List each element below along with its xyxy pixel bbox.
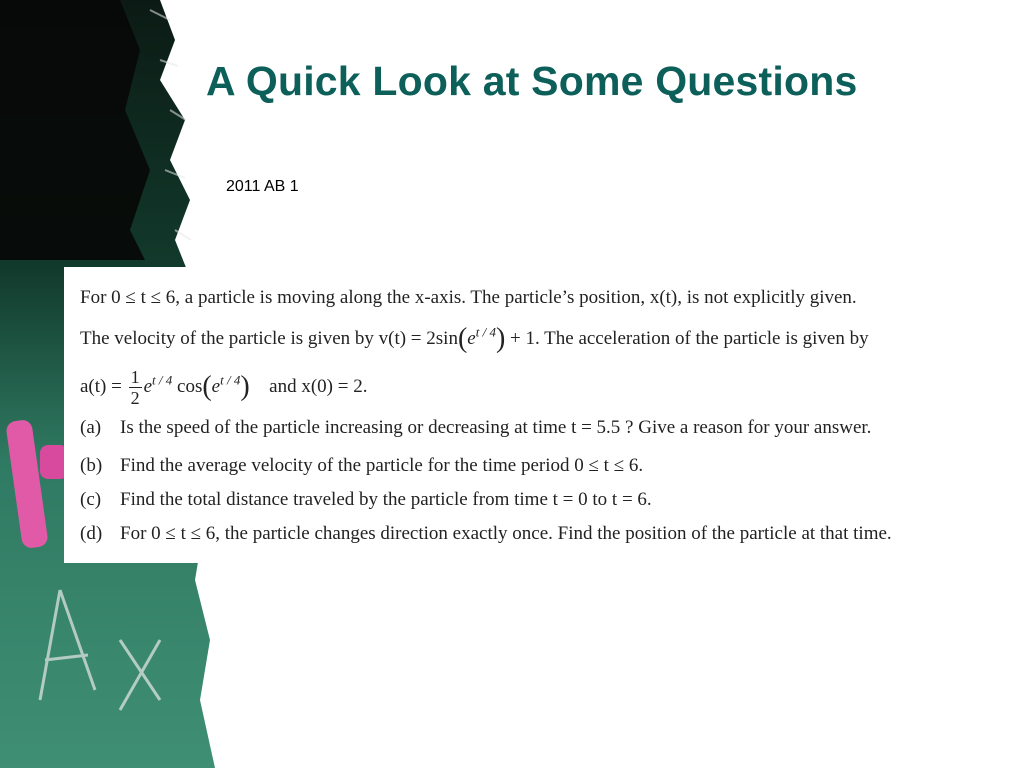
slide-title: A Quick Look at Some Questions [206, 58, 858, 104]
part-label: (a) [80, 417, 102, 438]
acceleration-exponent-2: t / 4 [220, 372, 241, 388]
fraction-one-half [129, 367, 142, 408]
close-paren: ) [495, 323, 506, 354]
velocity-text: The velocity of the particle is given by v(t) = 2sin [80, 328, 458, 349]
part-label: (b) [80, 455, 103, 476]
part-label: (c) [80, 489, 102, 510]
acceleration-exponent-1: t / 4 [152, 372, 173, 388]
acceleration-intro-text: + 1. The acceleration of the particle is given by [510, 328, 869, 349]
problem-intro-line-3 [80, 367, 367, 408]
part-text: For 0 ≤ t ≤ 6, the particle changes direction exactly once. Find the position of the particle at that time. [120, 523, 892, 544]
close-paren: ) [240, 370, 250, 402]
open-paren: ( [202, 370, 212, 402]
problem-intro-line-1: For 0 ≤ t ≤ 6, a particle is moving along the x-axis. The particle’s position, x(t), is not explicitly given. [80, 287, 857, 308]
problem-intro-line-2 [80, 323, 869, 355]
initial-condition-text: and x(0) = 2. [269, 375, 368, 397]
e-symbol: e [143, 375, 153, 397]
slide-subtitle: 2011 AB 1 [226, 178, 299, 195]
e-symbol: e [467, 328, 476, 349]
fraction-numerator: 1 [130, 367, 140, 387]
part-text: Find the average velocity of the particle for the time period 0 ≤ t ≤ 6. [120, 455, 644, 476]
part-text: Is the speed of the particle increasing or decreasing at time t = 5.5 ? Give a reason for your answer. [120, 417, 872, 438]
acceleration-lhs: a(t) = [80, 375, 122, 397]
question-part-c [80, 489, 652, 511]
fraction-denominator: 2 [130, 388, 140, 408]
velocity-exponent: t / 4 [475, 324, 496, 340]
part-label: (d) [80, 523, 103, 544]
problem-statement [64, 267, 1014, 563]
part-text: Find the total distance traveled by the particle from time t = 0 to t = 6. [120, 489, 652, 510]
question-part-a [80, 417, 871, 439]
cos-text: cos [177, 375, 203, 397]
e-symbol: e [211, 375, 221, 397]
open-paren: ( [457, 323, 468, 354]
question-part-d [80, 523, 892, 545]
question-part-b [80, 455, 643, 477]
